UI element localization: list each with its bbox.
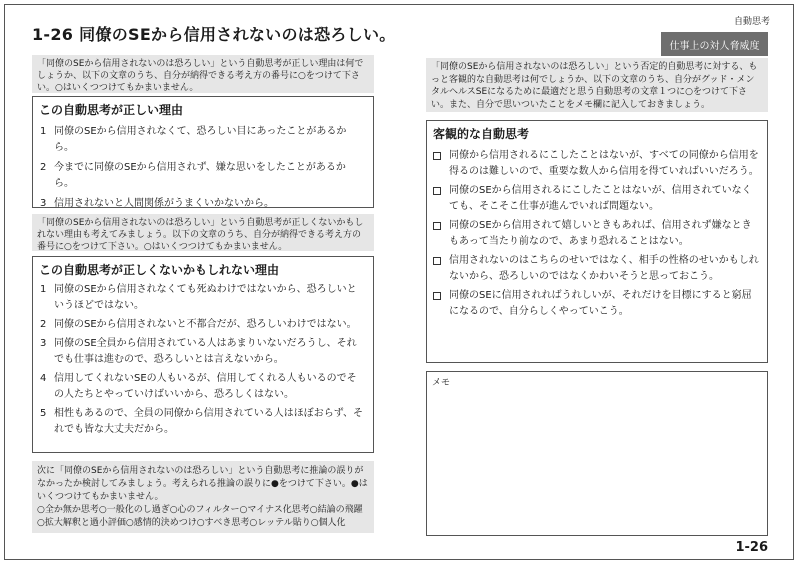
item-text: 信用してくれないSEの人もいるが、信用してくれる人もいるのでその人たちとやっていけばいいから、恐ろしくはない。 bbox=[54, 373, 357, 400]
item-number: 1 bbox=[40, 126, 47, 137]
objective-item-text: 信用されないのはこちらのせいではなく、相手の性格のせいかもしれないから、恐ろしいのではなくかわいそうと思っておこう。 bbox=[449, 255, 759, 282]
correct-reasons-list bbox=[40, 124, 365, 212]
objective-item-text: 同僚のSEから信用されて嬉しいときもあれば、信用されず嫌なときもあって当たり前なので、あまり恐れることはない。 bbox=[449, 220, 752, 247]
item-text: 信用されないと人間関係がうまくいかないから。 bbox=[54, 198, 274, 209]
checkbox-icon[interactable] bbox=[433, 292, 441, 300]
objective-title: 客観的な自動思考 bbox=[433, 127, 530, 141]
distortions-line-1[interactable]: ○全か無か思考○一般化のし過ぎ○心のフィルター○マイナス化思考○結論の飛躍 bbox=[37, 505, 363, 515]
item-number: 3 bbox=[40, 198, 47, 209]
objective-item[interactable] bbox=[432, 288, 759, 320]
page-title: 1-26 同僚のSEから信用されないのは恐ろしい。 bbox=[32, 25, 396, 44]
reason-item[interactable] bbox=[40, 406, 365, 438]
incorrect-reasons-title: この自動思考が正しくないかもしれない理由 bbox=[39, 263, 280, 277]
checkbox-icon[interactable] bbox=[433, 152, 441, 160]
item-number: 2 bbox=[40, 162, 47, 173]
reason-item[interactable] bbox=[40, 317, 365, 333]
checkbox-icon[interactable] bbox=[433, 222, 441, 230]
item-text: 相性もあるので、全員の同僚から信用されている人はほぼおらず、それでも皆な大丈夫だから。 bbox=[54, 408, 363, 435]
instruction-3-text: 次に「同僚のSEから信用されないのは恐ろしい」という自動思考に推論の誤りがなかったか検討してみましょう。考えられる推論の誤りに●をつけて下さい。●はいくつつけてもかまいません。 bbox=[37, 466, 368, 502]
item-number: 4 bbox=[40, 373, 47, 384]
memo-label: メモ bbox=[432, 378, 451, 388]
objective-item[interactable] bbox=[432, 148, 759, 180]
item-text: 同僚のSE全員から信用されている人はあまりいないだろうし、それでも仕事は進むので、恐ろしいとは言えないから。 bbox=[54, 338, 357, 365]
instruction-1: 「同僚のSEから信用されないのは恐ろしい」という自動思考が正しい理由は何でしょうか、以下の文章のうち、自分が納得できる考え方の番号に○をつけて下さい。○はいくつつけてもかまいません。 bbox=[32, 55, 374, 93]
objective-list bbox=[432, 148, 759, 320]
reason-item[interactable] bbox=[40, 196, 365, 212]
objective-box bbox=[426, 120, 768, 363]
item-number: 1 bbox=[40, 284, 47, 295]
item-number: 5 bbox=[40, 408, 47, 419]
page-number: 1-26 bbox=[735, 540, 768, 555]
reason-item[interactable] bbox=[40, 336, 365, 368]
correct-reasons-title: この自動思考が正しい理由 bbox=[39, 103, 184, 117]
distortions-line-2[interactable]: ○拡大解釈と過小評価○感情的決めつけ○すべき思考○レッテル貼り○個人化 bbox=[37, 518, 346, 528]
instruction-2: 「同僚のSEから信用されないのは恐ろしい」という自動思考が正しくないかもしれない理由も考えてみましょう。以下の文章のうち、自分が納得できる考え方の番号に○をつけて下さい。○はいくつつけてもかまいません。 bbox=[32, 214, 374, 251]
category-badge: 仕事上の対人脅威度 bbox=[661, 32, 768, 56]
reason-item[interactable] bbox=[40, 282, 365, 314]
item-text: 今までに同僚のSEから信用されず、嫌な思いをしたことがあるから。 bbox=[54, 162, 346, 189]
item-text: 同僚のSEから信用されないと不都合だが、恐ろしいわけではない。 bbox=[54, 319, 357, 330]
instruction-3 bbox=[32, 461, 374, 533]
objective-item-text: 同僚から信用されるにこしたことはないが、すべての同僚から信用を得るのは難しいので、重要な数人から信用を得ていればいいだろう。 bbox=[449, 150, 759, 177]
item-text: 同僚のSEから信用されなくて、恐ろしい目にあったことがあるから。 bbox=[54, 126, 347, 153]
item-number: 2 bbox=[40, 319, 47, 330]
objective-item-text: 同僚のSEから信用されるにこしたことはないが、信用されていなくても、そこそこ仕事が進んでいれば問題ない。 bbox=[449, 185, 752, 212]
incorrect-reasons-box bbox=[32, 256, 374, 453]
objective-item[interactable] bbox=[432, 183, 759, 215]
reason-item[interactable] bbox=[40, 160, 365, 192]
checkbox-icon[interactable] bbox=[433, 187, 441, 195]
memo-box[interactable] bbox=[426, 371, 768, 536]
reason-item[interactable] bbox=[40, 371, 365, 403]
category-label: 自動思考 bbox=[733, 17, 770, 27]
item-number: 3 bbox=[40, 338, 47, 349]
instruction-4: 「同僚のSEから信用されないのは恐ろしい」という否定的自動思考に対する、もっと客観的な自動思考は何でしょうか、以下の文章のうち、自分がグッド・メンタルヘルスSEになるために最適だと思う自動思考の文章１つに○をつけて下さい。また、自分で思いついたことをメモ欄に記入しておきましょう。 bbox=[426, 58, 768, 112]
objective-item[interactable] bbox=[432, 218, 759, 250]
incorrect-reasons-list bbox=[40, 282, 365, 438]
objective-item[interactable] bbox=[432, 253, 759, 285]
objective-item-text: 同僚のSEに信用されればうれしいが、それだけを目標にすると窮屈になるので、自分らしくやっていこう。 bbox=[449, 290, 752, 317]
checkbox-icon[interactable] bbox=[433, 257, 441, 265]
correct-reasons-box bbox=[32, 96, 374, 208]
item-text: 同僚のSEから信用されなくても死ぬわけではないから、恐ろしいというほどではない。 bbox=[54, 284, 357, 311]
reason-item[interactable] bbox=[40, 124, 365, 156]
